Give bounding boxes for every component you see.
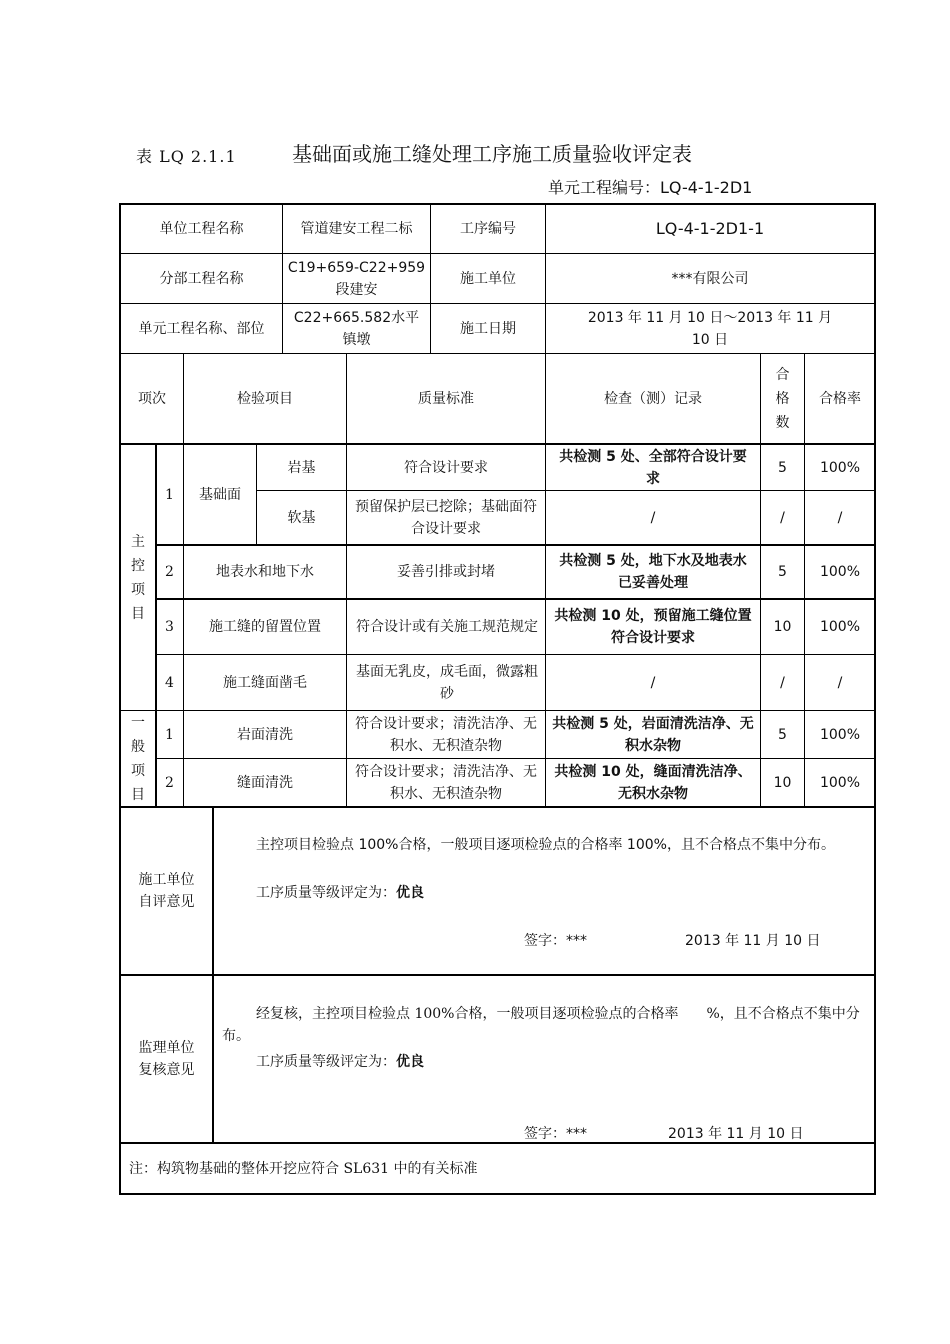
general-item-standard: 符合设计要求；清洗洁净、无积水、无积渣杂物: [355, 763, 537, 802]
main-item-count: /: [780, 674, 785, 691]
main-item-standard: 妥善引排或封堵: [397, 564, 495, 580]
self-eval-grade: [256, 882, 424, 904]
main-item-rate: /: [837, 674, 843, 691]
col-header-inspection-item: 检验项目: [237, 390, 293, 407]
main-item-record: /: [650, 509, 656, 526]
main-item-record: 共检测 5 处，地下水及地表水已妥善处理: [559, 553, 747, 591]
main-item-record: 共检测 10 处，预留施工缝位置符合设计要求: [554, 608, 752, 646]
contractor-value: ***有限公司: [671, 270, 749, 287]
main-item-rate: 100%: [819, 564, 861, 580]
col-header-pass-count: 合格数: [775, 366, 790, 431]
row-divider: [119, 974, 876, 976]
main-item-standard: 预留保护层已挖除；基础面符合设计要求: [355, 498, 537, 537]
main-item-rate: 100%: [819, 619, 861, 635]
main-item-name: 地表水和地下水: [216, 564, 314, 580]
general-item-rate: 100%: [819, 726, 861, 743]
main-item-rate: 100%: [819, 459, 861, 476]
main-item-record: 共检测 5 处、全部符合设计要求: [559, 448, 747, 487]
supervisor-eval-grade-value: 优良: [396, 1054, 424, 1070]
supervisor-eval-grade: [256, 1051, 424, 1073]
supervisor-eval-date: 2013 年 11 月 10 日: [668, 1126, 804, 1142]
unit-project-label: 单元工程名称、部位: [138, 320, 265, 337]
self-eval-grade-label: 工序质量等级评定为：: [256, 885, 396, 901]
col-divider: [212, 806, 214, 1142]
page-title: 基础面或施工缝处理工序施工质量验收评定表: [292, 142, 692, 166]
unit-project-number-value: LQ-4-1-2D1: [660, 178, 753, 197]
general-group-label: 一般项目: [131, 714, 145, 803]
self-eval-text: 主控项目检验点 100%合格，一般项目逐项检验点的合格率 100%，且不合格点不集中分布。: [256, 837, 835, 853]
main-item-name: 施工缝面凿毛: [223, 674, 307, 691]
date-value: 2013 年 11 月 10 日～2013 年 11 月 10 日: [587, 309, 833, 348]
main-group-label: 主控项目: [131, 533, 145, 622]
supervisor-eval-sign-label: 签字：: [524, 1126, 566, 1142]
contractor-label: 施工单位: [460, 270, 516, 287]
self-eval-grade-value: 优良: [396, 885, 424, 901]
main-item-sub: 软基: [287, 509, 316, 526]
unit-name-value: 管道建安工程二标: [300, 221, 413, 237]
supervisor-eval-signature: [524, 1123, 587, 1145]
unit-project-number: [548, 175, 752, 198]
process-no-value: LQ-4-1-2D1-1: [655, 219, 765, 238]
general-item-count: 10: [773, 774, 792, 791]
general-item-standard: 符合设计要求；清洗洁净、无积水、无积渣杂物: [355, 715, 537, 754]
unit-name-label: 单位工程名称: [159, 221, 244, 237]
main-item-count: 10: [773, 619, 792, 635]
table-code: 表 LQ 2.1.1: [136, 147, 237, 166]
main-item-no: 4: [165, 674, 174, 691]
general-item-rate: 100%: [819, 774, 861, 791]
main-item-no: 1: [165, 486, 174, 503]
general-item-name: 岩面清洗: [237, 726, 293, 743]
main-item-standard: 符合设计或有关施工规范规定: [356, 619, 538, 635]
row-divider: [119, 806, 876, 808]
division-value: C19+659-C22+959 段建安: [287, 259, 426, 298]
supervisor-eval-label: 监理单位复核意见: [138, 1040, 195, 1078]
main-item-no: 2: [165, 564, 174, 580]
main-item-count: 5: [778, 564, 787, 580]
col-header-quality-standard: 质量标准: [418, 390, 474, 407]
general-item-record: 共检测 10 处，缝面清洗洁净、无积水杂物: [554, 763, 752, 802]
process-no-label: 工序编号: [460, 221, 516, 237]
main-item-standard: 基面无乳皮，成毛面，微露粗砂: [356, 663, 538, 702]
general-item-name: 缝面清洗: [237, 774, 293, 791]
self-eval-signature: [524, 930, 587, 952]
division-label: 分部工程名称: [159, 270, 244, 287]
main-item-name: 施工缝的留置位置: [209, 619, 321, 635]
table-note: 注：构筑物基础的整体开挖应符合 SL631 中的有关标准: [129, 1160, 478, 1177]
self-eval-sign-label: 签字：: [524, 933, 566, 949]
date-label: 施工日期: [460, 320, 516, 337]
general-item-count: 5: [778, 726, 787, 743]
self-eval-sign-value: ***: [566, 933, 587, 949]
general-item-no: 1: [165, 726, 174, 743]
supervisor-eval-text: 经复核，主控项目检验点 100%合格，一般项目逐项检验点的合格率 %，且不合格点不集中分布。: [222, 1006, 860, 1044]
self-eval-label: 施工单位自评意见: [138, 872, 195, 910]
unit-project-value: C22+665.582水平镇墩: [293, 309, 420, 348]
main-item-no: 3: [165, 619, 174, 635]
main-item-sub: 岩基: [287, 459, 316, 476]
col-header-pass-rate: 合格率: [819, 390, 861, 407]
main-item-count: 5: [778, 459, 787, 476]
main-item-count: /: [780, 509, 785, 526]
col-header-item-no: 项次: [138, 390, 166, 407]
main-item-name: 基础面: [199, 486, 241, 503]
supervisor-eval-grade-label: 工序质量等级评定为：: [256, 1054, 396, 1070]
main-item-standard: 符合设计要求: [404, 459, 488, 476]
self-eval-date: 2013 年 11 月 10 日: [685, 933, 821, 949]
general-item-no: 2: [165, 774, 174, 791]
unit-project-number-label: 单元工程编号：: [548, 178, 661, 197]
col-header-record: 检查（测）记录: [604, 390, 702, 407]
general-item-record: 共检测 5 处，岩面清洗洁净、无积水杂物: [552, 715, 754, 754]
main-item-record: /: [650, 674, 656, 691]
supervisor-eval-sign-value: ***: [566, 1126, 587, 1142]
main-item-rate: /: [837, 509, 843, 526]
